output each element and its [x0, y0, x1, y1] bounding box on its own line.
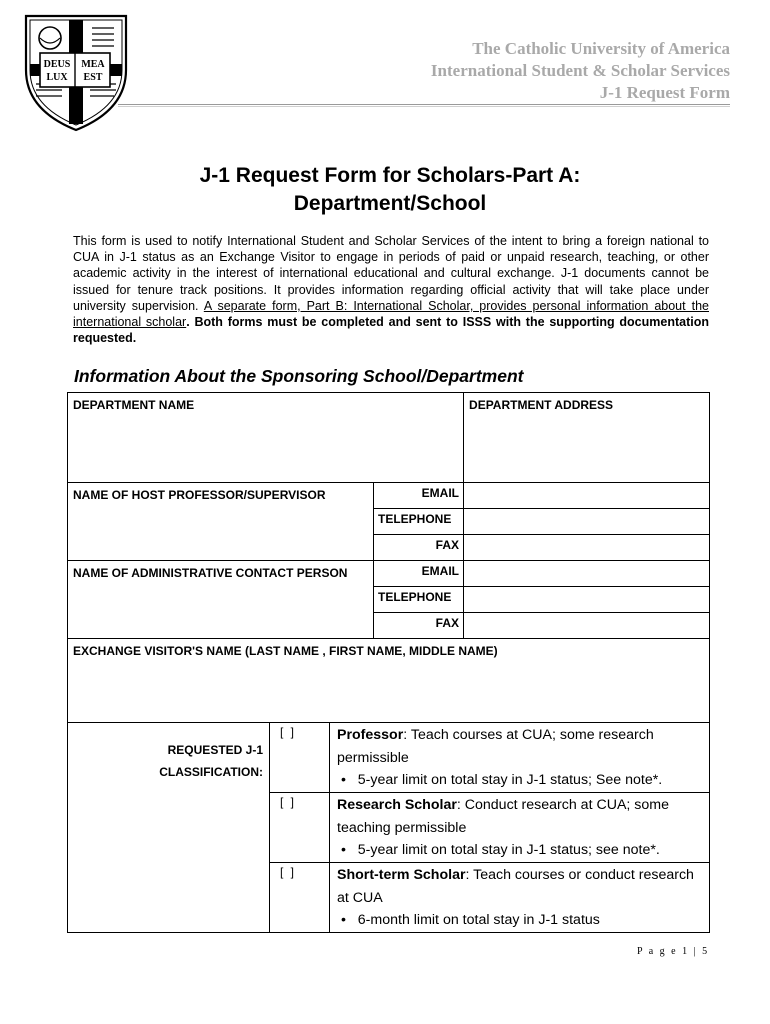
department-name-field[interactable]: DEPARTMENT NAME	[68, 393, 464, 483]
research-scholar-checkbox[interactable]: [ ]	[270, 793, 330, 863]
requested-classification-label	[68, 723, 270, 933]
short-term-scholar-option	[330, 863, 710, 933]
title-line-1: J-1 Request Form for Scholars-Part A:	[199, 164, 581, 187]
crest-motto-deus: DEUS	[43, 59, 71, 70]
admin-email-input[interactable]	[464, 561, 710, 587]
admin-fax-input[interactable]	[464, 613, 710, 639]
page-number: P a g e 1 | 5	[637, 946, 710, 957]
research-scholar-label: Research Scholar	[337, 797, 457, 813]
university-crest-logo	[20, 12, 132, 132]
professor-note: • 5-year limit on total stay in J-1 status; See note*.	[341, 772, 663, 788]
office-name: International Student & Scholar Services	[430, 61, 730, 80]
university-name: The Catholic University of America	[472, 39, 730, 58]
short-term-scholar-note: • 6-month limit on total stay in J-1 status	[341, 912, 600, 928]
host-professor-field[interactable]: NAME OF HOST PROFESSOR/SUPERVISOR	[68, 483, 374, 561]
research-scholar-note: • 5-year limit on total stay in J-1 status; see note*.	[341, 842, 660, 858]
visitor-name-field[interactable]: EXCHANGE VISITOR'S NAME (LAST NAME , FIRST NAME, MIDDLE NAME)	[68, 639, 710, 723]
requested-line-1: REQUESTED J-1	[167, 743, 263, 757]
professor-desc: : Teach courses at CUA; some research permissible	[337, 727, 654, 766]
title-line-2: Department/School	[293, 192, 487, 215]
crest-motto-est: EST	[83, 72, 103, 83]
sponsor-info-table	[67, 392, 710, 933]
form-name: J-1 Request Form	[599, 83, 730, 102]
requested-line-2: CLASSIFICATION:	[159, 765, 263, 779]
header-divider	[118, 104, 730, 107]
host-fax-label: FAX	[374, 535, 464, 561]
short-term-scholar-checkbox[interactable]: [ ]	[270, 863, 330, 933]
section-title: Information About the Sponsoring School/Department	[74, 366, 524, 386]
department-address-field[interactable]: DEPARTMENT ADDRESS	[464, 393, 710, 483]
admin-telephone-input[interactable]	[464, 587, 710, 613]
crest-motto-mea: MEA	[81, 59, 105, 70]
professor-label: Professor	[337, 727, 404, 743]
admin-contact-field[interactable]: NAME OF ADMINISTRATIVE CONTACT PERSON	[68, 561, 374, 639]
host-fax-input[interactable]	[464, 535, 710, 561]
host-telephone-input[interactable]	[464, 509, 710, 535]
page-title	[0, 162, 770, 218]
research-scholar-desc: : Conduct research at CUA; some teaching permissible	[337, 797, 669, 836]
admin-fax-label: FAX	[374, 613, 464, 639]
admin-telephone-label: TELEPHONE	[374, 587, 464, 613]
intro-text: This form is used to notify International Student and Scholar Services of the intent to bring a foreign national to CUA in J-1 status as an Exchange Visitor to engage in periods of paid or unpaid research, teaching, or other academic activity in the interest of international educational and cultural exchange. J-1 documents cannot be issued for tenure track positions. It provides information regarding official activity that will take place under university supervision.	[73, 234, 709, 313]
host-telephone-label: TELEPHONE	[374, 509, 464, 535]
short-term-scholar-desc: : Teach courses or conduct research at CUA	[337, 867, 694, 906]
professor-option	[330, 723, 710, 793]
crest-motto-lux: LUX	[46, 72, 68, 83]
host-email-input[interactable]	[464, 483, 710, 509]
intro-underlined-text: A separate form, Part B: International Scholar, provides personal information about the international scholar	[73, 298, 709, 330]
admin-email-label: EMAIL	[374, 561, 464, 587]
research-scholar-option	[330, 793, 710, 863]
intro-paragraph	[73, 233, 709, 346]
intro-bold-text: . Both forms must be completed and sent to ISSS with the supporting documentation requested.	[73, 315, 709, 346]
professor-checkbox[interactable]: [ ]	[270, 723, 330, 793]
short-term-scholar-label: Short-term Scholar	[337, 867, 466, 883]
host-email-label: EMAIL	[374, 483, 464, 509]
letterhead	[431, 38, 730, 104]
